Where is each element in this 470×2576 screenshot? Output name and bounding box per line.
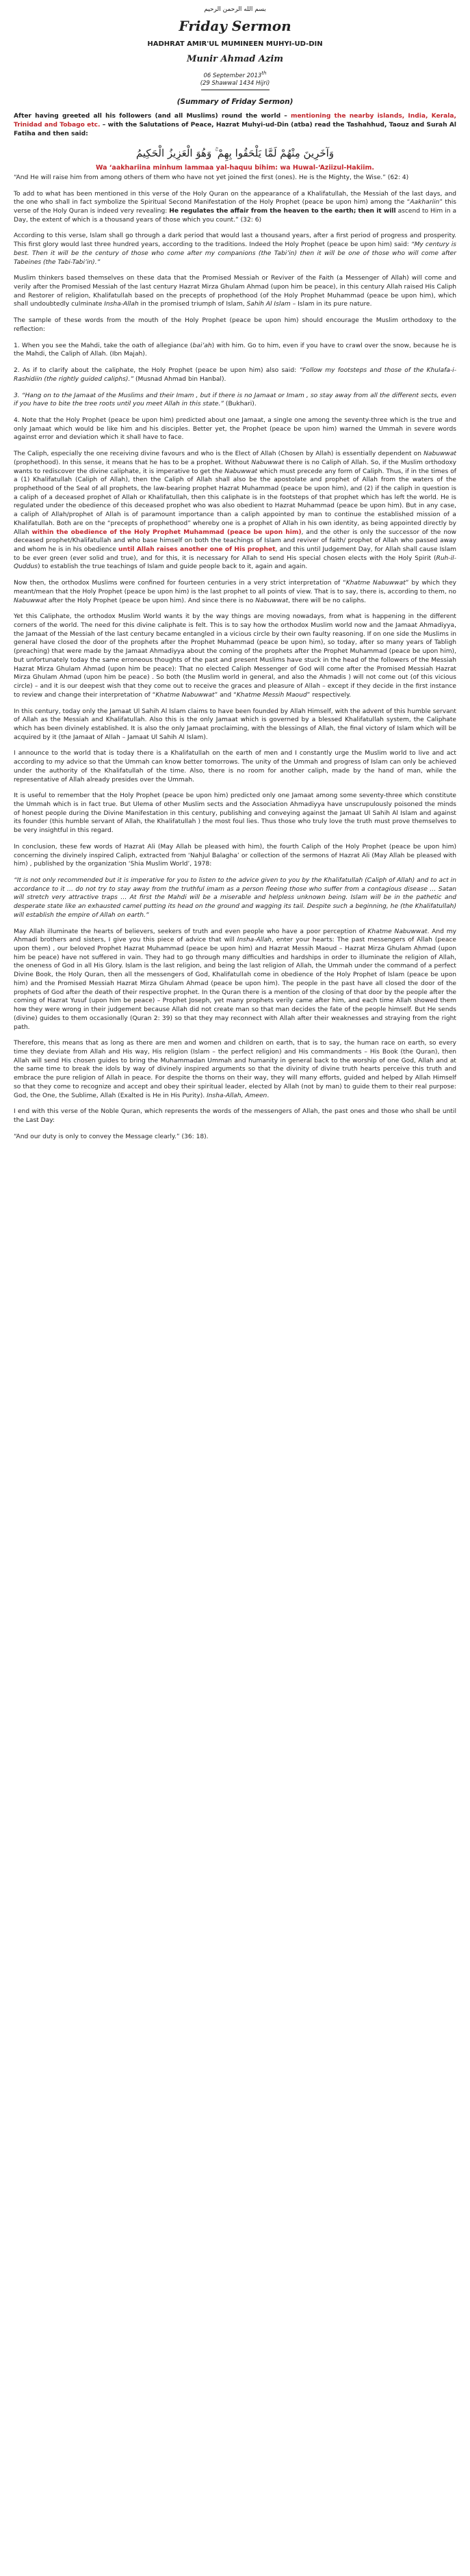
closing-verse: “And our duty is only to convey the Message clearly.” (36: 18).: [14, 1133, 209, 1140]
intro-paragraph: After having greeted all his followers (and all Muslims) round the world – mentioning the nearby islands, India, Kerala, Trinidad and Tobago etc. – with the Salutations of Peace, Hazrat Muhyi-ud-Din (atba) read the Tashahhud, Taouz and Surah Al Fatiha and then said:: [14, 113, 456, 137]
verse-transliteration: Wa ‘aakhariina minhum lammaa yal-haquu bihim: wa Huwal-‘Aziizul-Hakiim.: [95, 163, 375, 172]
date-gregorian: 06 September 2013th: [203, 69, 267, 79]
date-hijri: (29 Shawwal 1434 Hijri): [200, 79, 270, 87]
hadith-item: 1. When you see the Mahdi, take the oath of allegiance (bai’ah) with him. Go to him, even if you have to crawl over the snow, because he is the Mahdi, the Caliph of Allah. (Ibn Majah).: [14, 342, 456, 358]
paragraph: Muslim thinkers based themselves on these data that the Promised Messiah or Reviver of the Faith (a Messenger of Allah) will come and verily after the Promised Messiah of the last century Hazrat Mirza Ghulam Ahmad (upon him be peace), in this century Allah raised His Caliph and Restorer of religion, Khalifatullah based on the precepts of prophethood (of the Holy Prophet Muhammad (peace be upon him), which shall undoubtedly culminate Insha-Allah in the promised triumph of Islam, Sahih Al Islam – Islam in its pure nature.: [14, 275, 456, 308]
page-title: Friday Sermon: [179, 17, 291, 34]
bismillah-heading: بسم الله الرحمن الرحيم: [204, 6, 266, 13]
paragraph: I announce to the world that is today there is a Khalifatullah on the earth of men and I constantly urge the Muslim world to live and act according to my advice so that the Ummah can know better tomorrows. The unity of the Ummah and progress of Islam can only be achieved under the authority of the Khalifatullah of the time. Also, there is no room for another caliph, made by the hand of man, while the representative of Allah already presides over the Ummah.: [14, 750, 456, 783]
quotation: “It is not only recommended but it is imperative for you to listen to the advice given to you by the Khalifatullah (Caliph of Allah) and to act in accordance to it … do not try to stay away from the truthful imam as a person fleeing those who suffer from a contagious disease … Satan will stretch very attractive traps … At first the Mahdi will be a miserable and helpless unknown being. Islam will be in the pathetic and desperate state like an exhausted camel putting its head on the ground and wagging its tail. Despite such a beginning, he (the Khalifatullah) will establish the empire of Allah on earth.”: [14, 877, 456, 919]
paragraph: The sample of these words from the mouth of the Holy Prophet (peace be upon him) should encourage the Muslim orthodoxy to the reflection:: [14, 317, 456, 333]
sermon-subtitle: HADHRAT AMIR'UL MUMINEEN MUHYI-UD-DIN: [147, 40, 323, 48]
sermon-page: [14, 0, 456, 1141]
hadith-item: 2. As if to clarify about the caliphate, the Holy Prophet (peace be upon him) also said: “Follow my footsteps and those of the Khulafa-i-Rashidiin (the rightly guided caliphs).” (Musnad Ahmad bin Hanbal).: [14, 367, 456, 383]
speaker-name: Munir Ahmad Azim: [186, 53, 284, 64]
paragraph: May Allah illuminate the hearts of believers, seekers of truth and even people who have a poor perception of Khatme Nabuwwat. And my Ahmadi brothers and sisters, I give you this piece of advice that will Insha-Allah, enter your hearts: The past messengers of Allah (peace upon them) , our beloved Prophet Hazrat Muhammad (peace be upon him) and Hazrat Messih Maoud – Hazrat Mirza Ghulam Ahmad (upon him be peace) have not suffered in vain. They had to go through many difficulties and hardships in order to illuminate the religion of Allah, the oneness of God in all His Glory. Islam is the last religion, and being the last religion of Allah, the Ummah under the command of a perfect Divine Book, the Holy Quran, then all the messengers of God, Khalifatullah come in obedience of the Holy Prophet of Islam (peace be upon him) and the Promised Messiah Hazrat Mirza Ghulam Ahmad (peace be upon him). The people in the past have all closed the door of the prophets of God after the death of their respective prophet. In the Quran there is a mention of the closing of that door by the people after the coming of Hazrat Yusuf (upon him be peace) – Prophet Joseph, yet many prophets verily came after him, and each time Allah showed them how they were wrong in their judgement because Allah did not create man so that man decides the fate of the people himself. But He sends (divine) guides to them occasionally (Quran 2: 39) so that they may reconnect with Allah after their weaknesses and straying from the right path.: [14, 928, 456, 1031]
paragraph: It is useful to remember that the Holy Prophet (peace be upon him) predicted only one Jamaat among some seventy-three which constitute the Ummah which is in fact true. But Ulema of other Muslim sects and the Association Ahmadiyya have unscrupulously poisoned the minds of honest people during the Divine Manifestation in this century, publishing and conveying against the Jamaat Ul Sahih Al Islam and against its founder (this humble servant of Allah, the Khalifatullah ) the most foul lies. Thus those who truly love the truth must prove themselves to be very insightful in this regard.: [14, 792, 456, 835]
paragraph: In this century, today only the Jamaat Ul Sahih Al Islam claims to have been founded by Allah Himself, with the advent of this humble servant of Allah as the Messiah and Khalifatullah. Also this is the only Jamaat which is governed by a blessed Khalifatullah system, the Caliphate which has been divinely established. It is also the only Jamaat proclaiming, with the blessings of Allah, the final victory of Islam which will be acquired by it (the Jamaat of Allah – Jamaat Ul Sahih Al Islam).: [14, 708, 456, 741]
paragraph: The Caliph, especially the one receiving divine favours and who is the Elect of Allah (Chosen by Allah) is essentially dependent on Nabuwwat (prophethood). In this sense, it means that he has to be a prophet. Without Nabuwwat there is no Caliph of Allah. So, if the Muslim orthodoxy wants to rediscover the divine caliphate, it is imperative to get the Nabuwwat which must precede any form of Caliph. Thus, if in the times of a (1) Khalifatullah (Caliph of Allah), then the Caliph of Allah shall also be the apostolate and prophet of Allah from the waters of the prophethood of the Seal of all prophets, the law-bearing prophet Hazrat Muhammad (peace be upon him), and (2) if the caliph in question is a caliph of a deceased prophet of Allah or Khalifatullah, then this caliphate is in the footsteps of that prophet which has left the world. He is regulated under the obedience of this deceased prophet who was also obedient to Hazrat Muhammad (peace be upon him). But in any case, a caliph of Allah/prophet of Allah is of paramount importance than a caliph appointed by man to continue the established mission of a Khalifatullah. Both are on the “precepts of prophethood” whereby one is a prophet of Allah in his own identity, as being appointed directly by Allah within the obedience of the Holy Prophet Muhammad (peace be upon him), and the other is only the successor of the now deceased prophet/Khalifatullah and who base himself on both the teachings of Islam and reviver of faith/ prophet of Allah who passed away and whom he is in his obedience until Allah raises another one of His prophet, and this until Judgement Day, for Allah shall cause Islam to be ever green (ever solid and true), and for this, it is necessary for Allah to send His special chosen elects with the Holy Spirit (Ruh-il-Quddus) to establish the true teachings of Islam and guide people back to it, again and again.: [14, 451, 457, 571]
paragraph: I end with this verse of the Noble Quran, which represents the words of the messengers of Allah, the past ones and those who shall be until the Last Day:: [14, 1108, 456, 1124]
paragraph: Now then, the orthodox Muslims were confined for fourteen centuries in a very strict interpretation of “Khatme Nabuwwat” by which they meant/mean that the Holy Prophet (peace be upon him) is the last prophet to all points of view. That is to say, there is, according to them, no Nabuwwat after the Holy Prophet (peace be upon him). And since there is no Nabuwwat, there will be no caliphs.: [14, 580, 456, 604]
verse-arabic: وَآخَرِينَ مِنْهُمْ لَمَّا يَلْحَقُوا بِهِمْ ۚ وَهُوَ الْعَزِيزُ الْحَكِيمُ: [135, 146, 335, 159]
hadith-item: 3. “Hang on to the Jamaat of the Muslims and their Imam , but if there is no Jamaat or Imam , so stay away from all the different sects, even if you have to bite the tree roots until you meet Allah in this state.” (Bukhari).: [14, 392, 456, 408]
paragraph: In conclusion, these few words of Hazrat Ali (May Allah be pleased with him), the fourth Caliph of the Holy Prophet (peace be upon him) concerning the divinely inspired Caliph, extracted from ‘Nahjul Balagha’ or collection of the sermons of Hazrat Ali (May Allah be pleased with him) , published by the organization ‘Shia Muslim World’, 1978:: [14, 843, 456, 868]
paragraph: To add to what has been mentioned in this verse of the Holy Quran on the appearance of a Khalifatullah, the Messiah of the last days, and the one who shall in fact symbolize the Spiritual Second Manifestation of the Holy Prophet (peace be upon him) among the “Aakhariin” this verse of the Holy Quran is indeed very revealing: He regulates the affair from the heaven to the earth; then it will ascend to Him in a Day, the extent of which is a thousand years of those which you count.” (32: 6): [14, 190, 457, 224]
paragraph: Therefore, this means that as long as there are men and women and children on earth, that is to say, the human race on earth, so every time they deviate from Allah and His way, His religion (Islam – the perfect religion) and His commandments – His Book (the Quran), then Allah will send His chosen guides to bring the Muhammadan Ummah and humanity in general back to the worship of one God, Allah and at the same time to break the idols by way of divinely inspired arguments so that the divinity of divine truth hearts perceive this truth and embrace the pure religion of Allah in peace. For despite the thorns on their way, they will many efforts, guided and helped by Allah Himself so that they come to recognize and accept and obey their spiritual leader, elected by Allah (not by man) to guide them to their real purpose: God, the One, the Sublime, Allah (Exalted is He in His Purity). Insha-Allah, Ameen.: [14, 1040, 456, 1099]
verse-translation: “And He will raise him from among others of them who have not yet joined the first (ones). He is the Mighty, the Wise.” (62: 4): [14, 174, 409, 181]
summary-label: (Summary of Friday Sermon): [177, 97, 293, 106]
paragraph: According to this verse, Islam shall go through a dark period that would last a thousand years, after a first period of progress and prosperity. This first glory would last three hundred years, according to the traditions. Indeed the Holy Prophet (peace be upon him) said: “My century is best. Then it will be the century of those who come after my companions (the Tabi’in) then it will be one of those who will come after Tabeines (the Tabi-Tabi’in).”: [14, 232, 456, 266]
hadith-item: 4. Note that the Holy Prophet (peace be upon him) predicted about one Jamaat, a single one among the seventy-three which is the true and only Jamaat which would be like him and his disciples. Better yet, the Prophet (peace be upon him) warned the Ummah in severe words against error and deviation which it shall have to face.: [14, 416, 456, 442]
paragraph: Yet this Caliphate, the orthodox Muslim World wants it by the way things are moving nowadays, from what is happening in the different corners of the world. The need for this divine caliphate is felt. This is to say how the orthodox Muslim world now and the Jamaat Ahmadiyya, the Jamaat of the Messiah of the last century became entangled in a vicious circle by their own faulty reasoning. If on one side the Muslims in general have closed the door of the prophets after the Prophet Muhammad (peace be upon him), so today, after so many years of Tabligh (preaching) that were made by the Jamaat Ahmadiyya about the coming of the prophets after the Prophet Muhammad (peace be upon him), but unfortunately today the same erroneous thoughts of the past and present Muslims have stuck in the head of the followers of the Messiah Hazrat Mirza Ghulam Ahmad (upon him be peace): That no elected Caliph Messenger of God will come after the Promised Messiah Hazrat Mirza Ghulam Ahmad (upon him be peace) . So both (the Muslim world in general, and also the Ahmadis ) will not come out (of this vicious circle) – and it is our deepest wish that they come out to receive the graces and pleasure of Allah – except if they decide in the first instance to review and change their interpretation of “Khatme Nabuwwat” and “Khatme Messih Maoud” respectively.: [14, 613, 456, 699]
